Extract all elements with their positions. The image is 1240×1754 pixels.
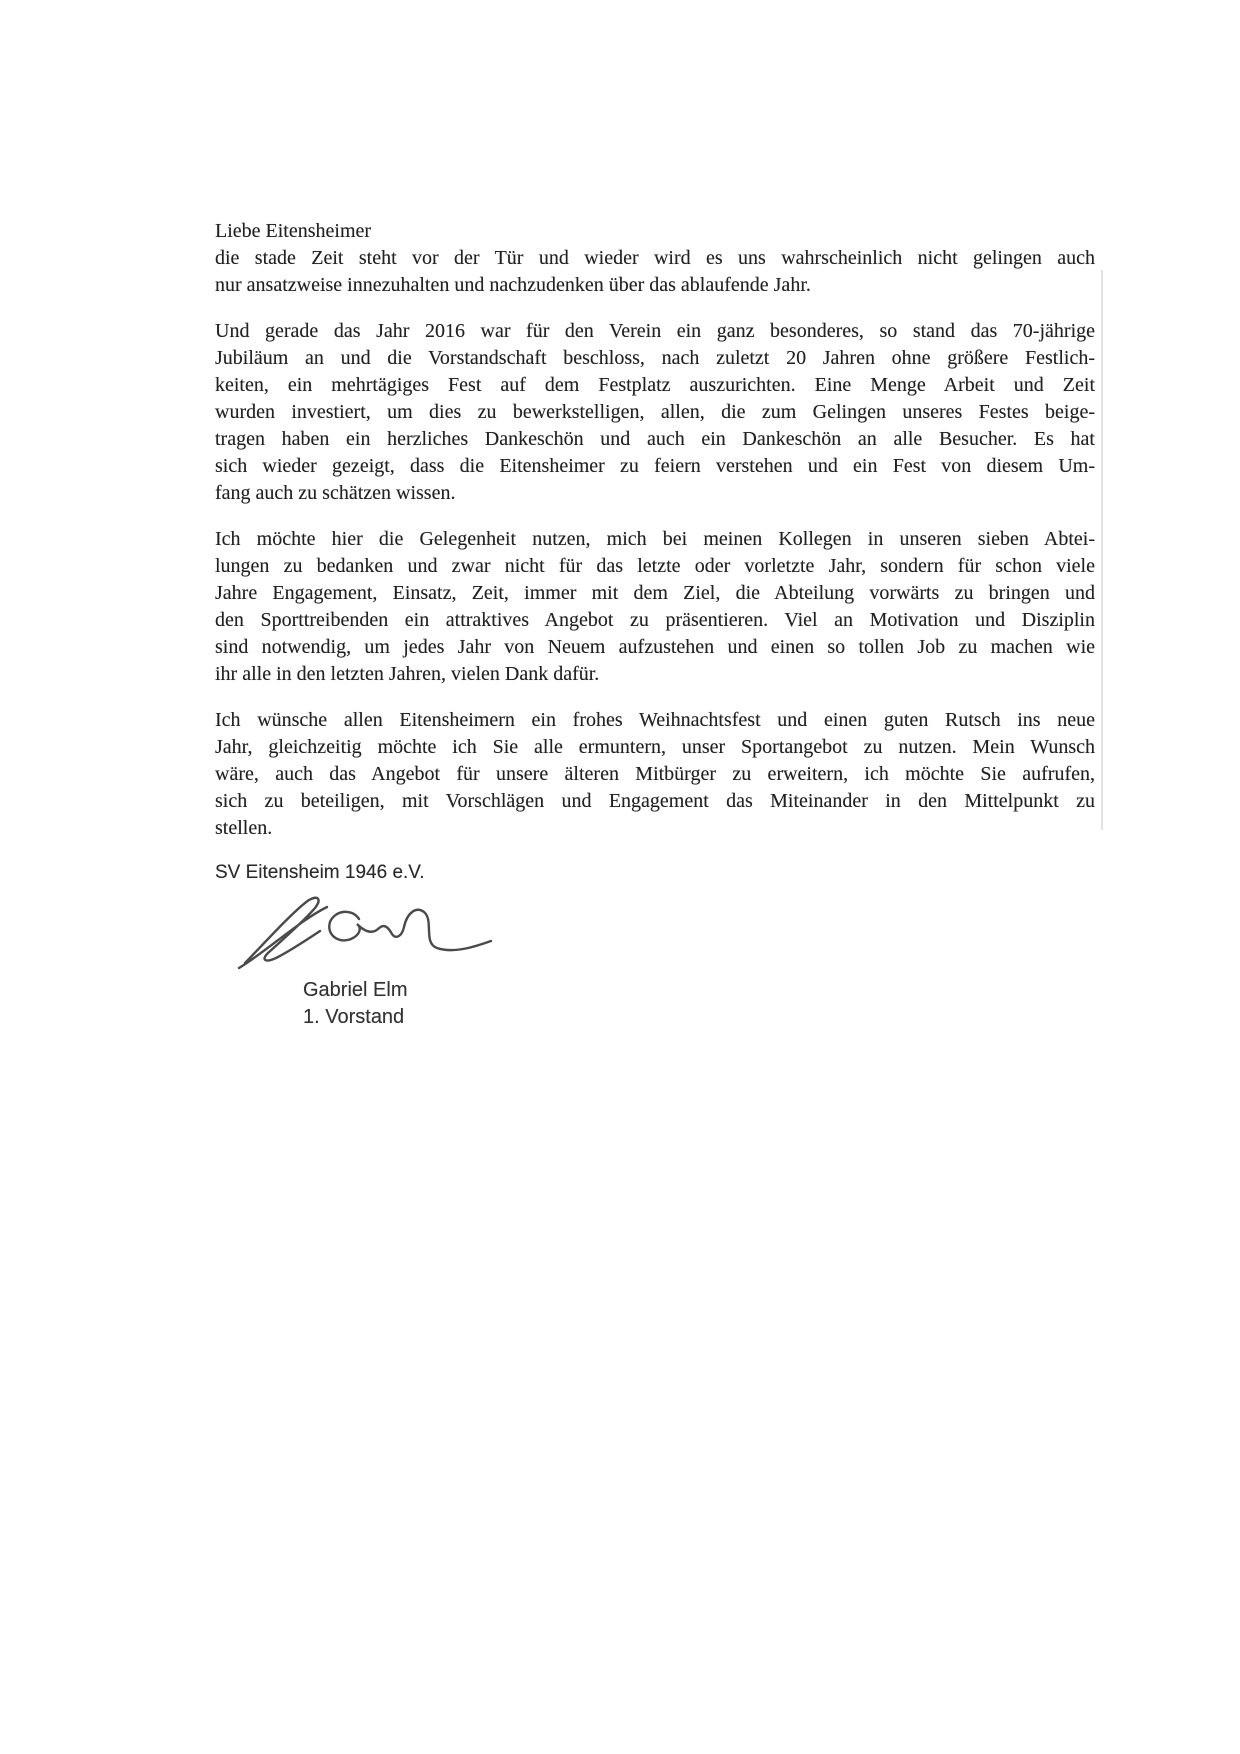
letter-line: stellen. [215,817,273,839]
letter-line: die stade Zeit steht vor der Tür und wieder wird es uns wahrscheinlich nicht gelingen auch [215,247,1095,269]
letter-line: wurden investiert, um dies zu bewerkstelligen, allen, die zum Gelingen unseres Festes beige- [215,401,1095,423]
letter-line: den Sporttreibenden ein attraktives Angebot zu präsentieren. Viel an Motivation und Disziplin [215,609,1095,631]
letter-line: Jubiläum an und die Vorstandschaft beschloss, nach zuletzt 20 Jahren ohne größere Festlich- [215,347,1095,369]
letter-line: Jahre Engagement, Einsatz, Zeit, immer mit dem Ziel, die Abteilung vorwärts zu bringen und [215,582,1095,604]
organization-name: SV Eitensheim 1946 e.V. [215,862,425,883]
paragraph-thanks [215,526,1095,688]
letter-line: wäre, auch das Angebot für unsere älteren Mitbürger zu erweitern, ich möchte Sie aufrufen, [215,763,1095,785]
letter-line: sich wieder gezeigt, dass die Eitensheimer zu feiern verstehen und ein Fest von diesem Um- [215,455,1095,477]
letter-line: fang auch zu schätzen wissen. [215,482,456,504]
letter-line: Ich möchte hier die Gelegenheit nutzen, mich bei meinen Kollegen in unseren sieben Abtei- [215,528,1095,550]
letter-line: sind notwendig, um jedes Jahr von Neuem aufzustehen und einen so tollen Job zu machen wie [215,636,1095,658]
paragraph-jubilee [215,318,1095,507]
letter-line: ihr alle in den letzten Jahren, vielen Dank dafür. [215,663,600,685]
signer-title: 1. Vorstand [303,1006,405,1028]
letter-body [215,218,1095,1031]
paragraph-wishes [215,707,1095,842]
letter-line: nur ansatzweise innezuhalten und nachzudenken über das ablaufende Jahr. [215,274,811,296]
handwritten-signature-icon [237,891,497,971]
letter-line: sich zu beteiligen, mit Vorschlägen und Engagement das Miteinander in den Mittelpunkt zu [215,790,1095,812]
paragraph-greeting [215,218,1095,299]
letter-line: Und gerade das Jahr 2016 war für den Verein ein ganz besonderes, so stand das 70-jährige [215,320,1095,342]
letter-line: Jahr, gleichzeitig möchte ich Sie alle ermuntern, unser Sportangebot zu nutzen. Mein Wunsch [215,736,1095,758]
signature-block [237,891,1095,1031]
letter-line: lungen zu bedanken und zwar nicht für das letzte oder vorletzte Jahr, sondern für schon viele [215,555,1095,577]
letter-line: Ich wünsche allen Eitensheimern ein frohes Weihnachtsfest und einen guten Rutsch ins neue [215,709,1095,731]
scan-edge-artifact [1101,270,1103,830]
letter-line: tragen haben ein herzliches Dankeschön und auch ein Dankeschön an alle Besucher. Es hat [215,428,1095,450]
signer-name: Gabriel Elm [303,979,408,1001]
salutation: Liebe Eitensheimer [215,220,372,242]
letter-line: keiten, ein mehrtägiges Fest auf dem Festplatz auszurichten. Eine Menge Arbeit und Zeit [215,374,1095,396]
